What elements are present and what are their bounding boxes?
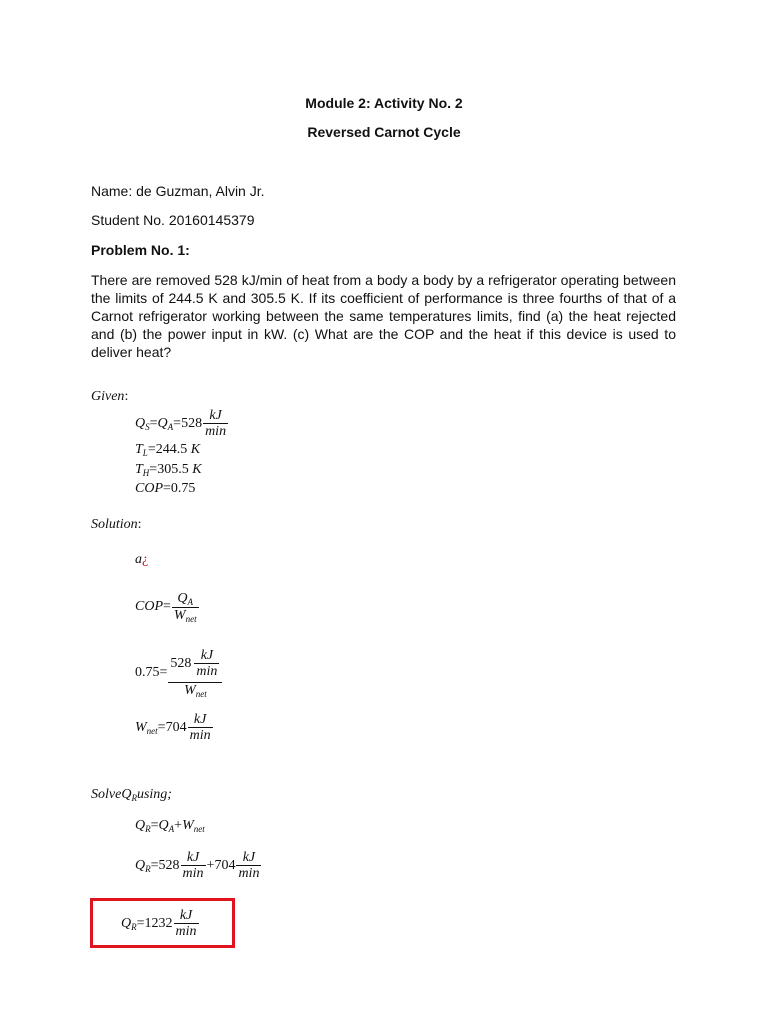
given-tl: $T_L=244.5$ K [135, 442, 201, 458]
student-number: Student No. 20160145379 [91, 212, 255, 228]
cop-formula: COP = $\frac{Q_A}{W_{net}}$ [135, 590, 197, 624]
given-heat-equation: Q S = Q A = 528 $\frac{kJ}{\min}$ [135, 408, 227, 439]
qr-substitution: Q R = 528 $\frac{kJ}{\min}$ + 704 $\frac{kJ}{\min}$ [135, 850, 260, 881]
cop-substitution: 0.75 = 528 $\frac{kJ}{\min}$ $W_{net}$ [135, 643, 223, 703]
topic-title: Reversed Carnot Cycle [307, 124, 461, 140]
problem-text: There are removed 528 kJ/min of heat from a body a body by a refrigerator operating between the limits of 244.5 K and 305.5 K. If its coefficient of performance is three fourths of that of a Carnot refrigerator working between the same temperatures limits, find (a) the heat rejected and (b) the power input in kW. (c) What are the COP and the heat if this device is used to deliver heat? [91, 272, 676, 360]
given-cop: COP=0.75 [135, 481, 196, 496]
solution-label: Solution: [91, 517, 142, 532]
solve-qr-line: SolveQ$_R$using; [91, 787, 172, 803]
part-a-label: a¿ [135, 552, 149, 567]
wnet-result: W net = 704 $\frac{kJ}{\min}$ [135, 712, 211, 743]
qr-formula: $Q_R=Q_A+W_{net}$ [135, 818, 205, 834]
given-th: $T_H=305.5$ K [135, 462, 202, 478]
problem-heading: Problem No. 1: [91, 242, 190, 258]
qr-answer: Q R = 1232 $\frac{kJ}{\min}$ [121, 908, 197, 939]
given-label: Given: [91, 389, 129, 404]
unit-fraction: $\frac{kJ}{\min}$ [205, 408, 227, 439]
module-title: Module 2: Activity No. 2 [305, 95, 463, 111]
student-name: Name: de Guzman, Alvin Jr. [91, 183, 265, 199]
